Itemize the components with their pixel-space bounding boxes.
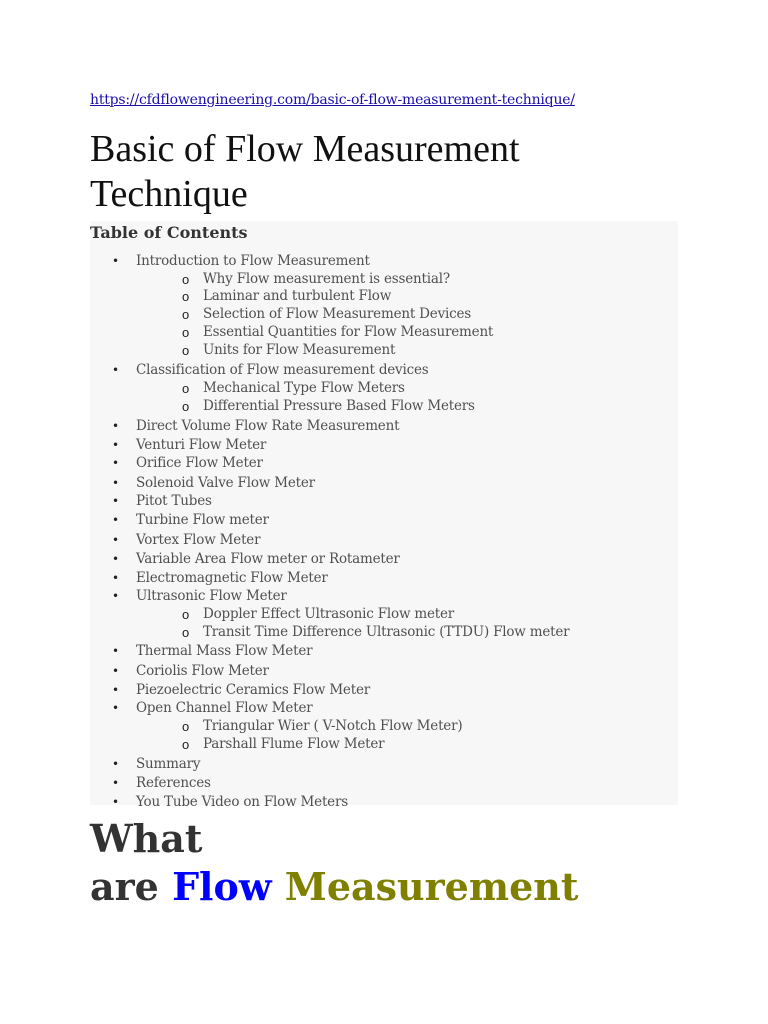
toc-bullet: • [112, 552, 120, 566]
toc-sub-bullet: o [182, 399, 190, 414]
section-heading-flow: Flow [172, 864, 272, 909]
toc-item[interactable]: References [136, 775, 211, 791]
toc-sub-bullet: o [182, 289, 190, 304]
toc-sub-bullet: o [182, 607, 190, 622]
toc-sub-bullet: o [182, 719, 190, 734]
source-url-link[interactable]: https://cfdflowengineering.com/basic-of-flow-measurement-technique/ [90, 92, 575, 108]
toc-subitem[interactable]: Mechanical Type Flow Meters [203, 380, 405, 396]
toc-item[interactable]: Vortex Flow Meter [136, 532, 261, 548]
toc-item[interactable]: Summary [136, 756, 201, 772]
toc-subitem[interactable]: Essential Quantities for Flow Measurement [203, 324, 494, 340]
toc-bullet: • [112, 644, 120, 658]
toc-item[interactable]: Introduction to Flow Measurement [136, 253, 370, 269]
toc-sub-bullet: o [182, 307, 190, 322]
page-title-line-2: Technique [90, 173, 248, 215]
toc-item[interactable]: Turbine Flow meter [136, 512, 269, 528]
section-heading-what: What [90, 816, 203, 861]
toc-item[interactable]: Solenoid Valve Flow Meter [136, 475, 315, 491]
toc-bullet: • [112, 571, 120, 585]
toc-item[interactable]: Thermal Mass Flow Meter [136, 643, 313, 659]
toc-sub-bullet: o [182, 272, 190, 287]
toc-item[interactable]: Piezoelectric Ceramics Flow Meter [136, 682, 370, 698]
toc-item[interactable]: Classification of Flow measurement devices [136, 362, 429, 378]
toc-sub-bullet: o [182, 625, 190, 640]
toc-sub-bullet: o [182, 381, 190, 396]
toc-bullet: • [112, 363, 120, 377]
toc-item[interactable]: Pitot Tubes [136, 493, 212, 509]
page-title-line-1: Basic of Flow Measurement [90, 128, 520, 170]
toc-subitem[interactable]: Differential Pressure Based Flow Meters [203, 398, 475, 414]
toc-item[interactable]: Open Channel Flow Meter [136, 700, 313, 716]
toc-subitem[interactable]: Transit Time Difference Ultrasonic (TTDU) Flow meter [203, 624, 570, 640]
table-of-contents [90, 221, 678, 810]
toc-sub-bullet: o [182, 325, 190, 340]
toc-subitem[interactable]: Doppler Effect Ultrasonic Flow meter [203, 606, 455, 622]
toc-subitem[interactable]: Units for Flow Measurement [203, 342, 396, 358]
section-heading [90, 815, 578, 911]
toc-bullet: • [112, 701, 120, 715]
toc-item[interactable]: You Tube Video on Flow Meters [136, 794, 348, 810]
toc-bullet: • [112, 795, 120, 809]
toc-bullet: • [112, 456, 120, 470]
page-title [90, 127, 690, 217]
toc-sub-bullet: o [182, 737, 190, 752]
section-heading-are: are [90, 864, 159, 909]
toc-bullet: • [112, 513, 120, 527]
toc-item[interactable]: Ultrasonic Flow Meter [136, 588, 287, 604]
toc-bullet: • [112, 683, 120, 697]
toc-item[interactable]: Variable Area Flow meter or Rotameter [136, 551, 400, 567]
toc-item[interactable]: Coriolis Flow Meter [136, 663, 269, 679]
toc-bullet: • [112, 438, 120, 452]
toc-item[interactable]: Orifice Flow Meter [136, 455, 263, 471]
toc-bullet: • [112, 476, 120, 490]
toc-item[interactable]: Venturi Flow Meter [136, 437, 267, 453]
toc-bullet: • [112, 664, 120, 678]
toc-bullet: • [112, 533, 120, 547]
toc-sub-bullet: o [182, 343, 190, 358]
toc-bullet: • [112, 494, 120, 508]
toc-item[interactable]: Electromagnetic Flow Meter [136, 570, 328, 586]
toc-item[interactable]: Direct Volume Flow Rate Measurement [136, 418, 400, 434]
toc-bullet: • [112, 419, 120, 433]
toc-subitem[interactable]: Why Flow measurement is essential? [203, 271, 450, 287]
toc-heading: Table of Contents [90, 223, 248, 242]
toc-bullet: • [112, 776, 120, 790]
toc-subitem[interactable]: Triangular Wier ( V-Notch Flow Meter) [203, 718, 463, 734]
toc-subitem[interactable]: Parshall Flume Flow Meter [203, 736, 385, 752]
section-heading-measurement: Measurement [284, 864, 579, 909]
toc-subitem[interactable]: Selection of Flow Measurement Devices [203, 306, 471, 322]
toc-bullet: • [112, 589, 120, 603]
toc-subitem[interactable]: Laminar and turbulent Flow [203, 288, 392, 304]
toc-bullet: • [112, 254, 120, 268]
toc-bullet: • [112, 757, 120, 771]
